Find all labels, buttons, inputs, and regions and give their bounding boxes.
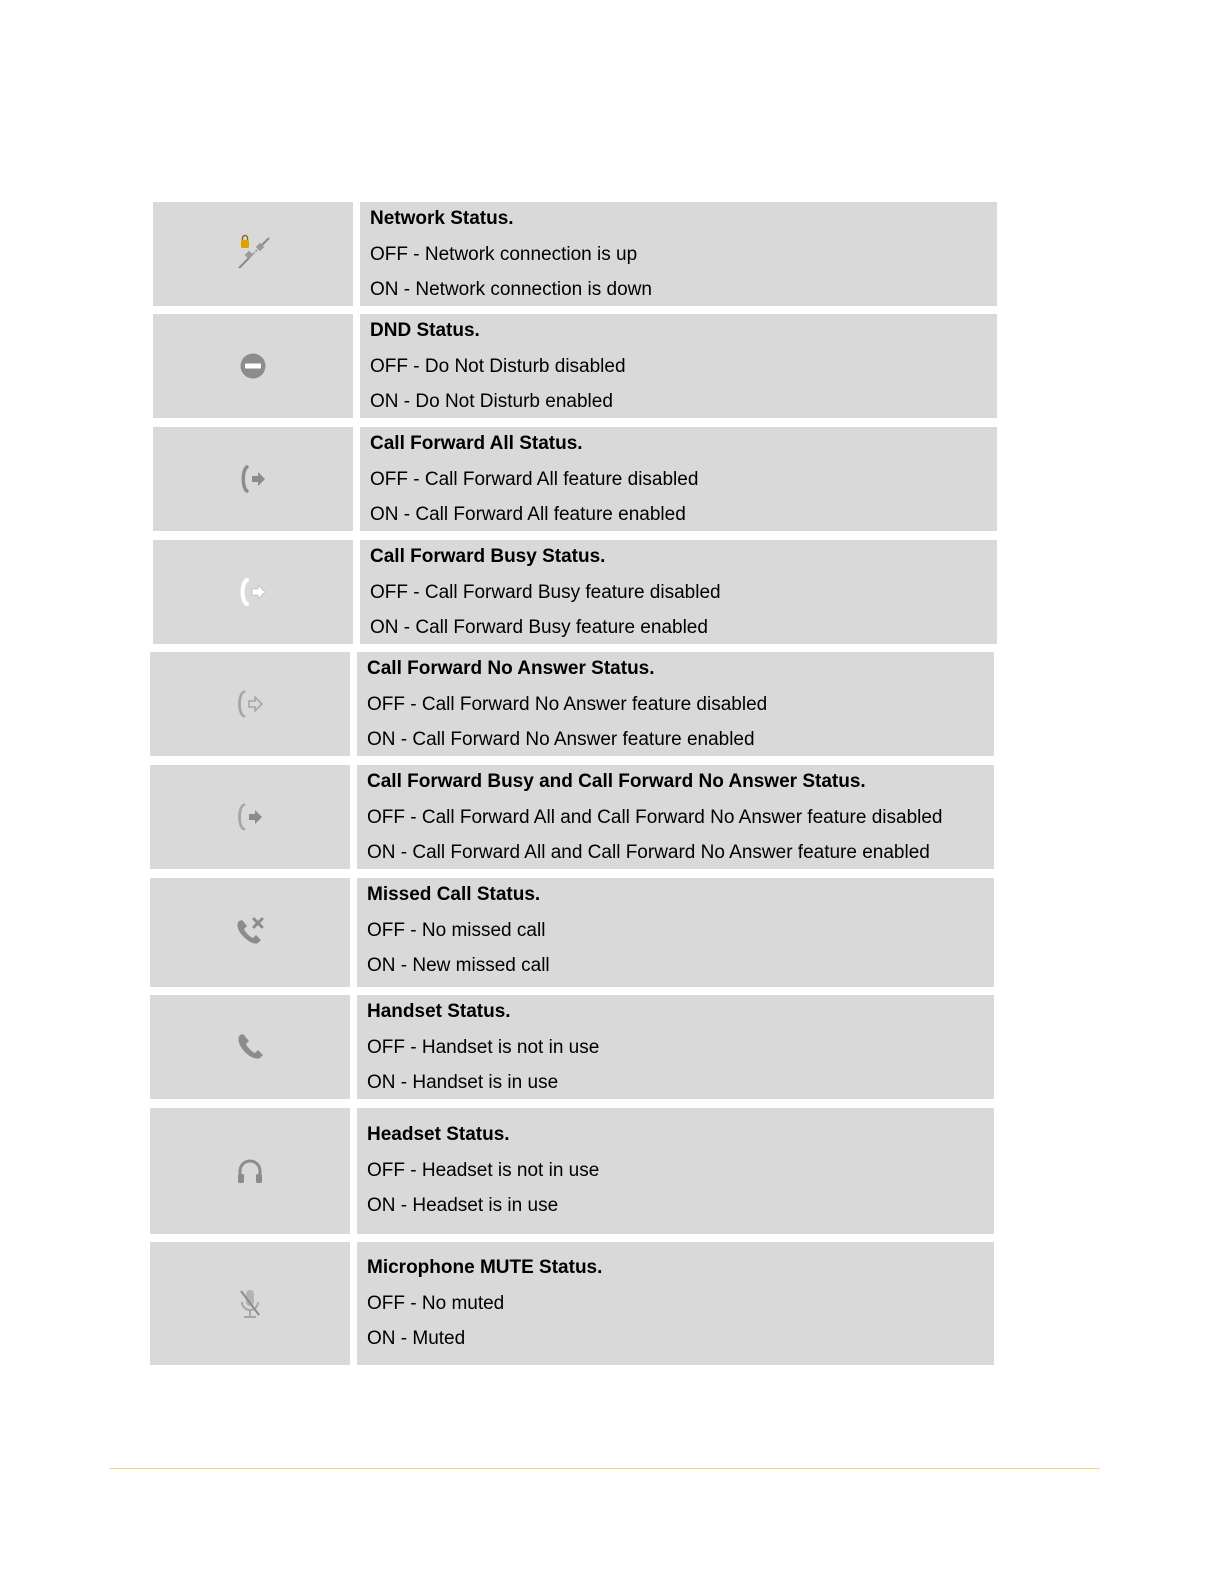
status-title: Network Status. xyxy=(370,208,514,229)
icon-cell xyxy=(153,540,353,644)
status-on-text: ON - Network connection is down xyxy=(370,279,652,300)
status-off-text: OFF - No missed call xyxy=(367,919,546,941)
description-cell xyxy=(357,1108,994,1234)
description-cell xyxy=(360,540,997,644)
status-on-text: ON - Muted xyxy=(367,1328,466,1349)
call-forward-busy-no-answer-icon xyxy=(235,802,265,832)
status-title: Headset Status. xyxy=(367,1124,510,1145)
status-off-text: OFF - Do Not Disturb disabled xyxy=(370,355,626,377)
missed-call-icon xyxy=(233,916,267,950)
status-off-text: OFF - Call Forward All feature disabled xyxy=(370,468,699,490)
status-on-text: ON - Call Forward All and Call Forward No Answer feature enabled xyxy=(367,842,930,863)
status-title: Call Forward No Answer Status. xyxy=(367,658,655,679)
dnd-icon xyxy=(239,352,267,380)
description-cell xyxy=(357,1242,994,1365)
status-off-text: OFF - Call Forward Busy feature disabled xyxy=(370,581,721,603)
status-off-text: OFF - No muted xyxy=(367,1292,505,1314)
call-forward-no-answer-icon xyxy=(235,689,265,719)
status-title: DND Status. xyxy=(370,320,480,341)
status-title: Call Forward Busy and Call Forward No Answer Status. xyxy=(367,771,866,792)
status-off-text: OFF - Handset is not in use xyxy=(367,1036,600,1058)
status-off-text: OFF - Call Forward No Answer feature disabled xyxy=(367,693,768,715)
status-on-text: ON - Call Forward All feature enabled xyxy=(370,504,686,525)
icon-cell xyxy=(150,652,350,756)
description-cell xyxy=(360,202,997,306)
icon-cell xyxy=(153,427,353,531)
icon-cell xyxy=(150,765,350,869)
icon-cell xyxy=(153,314,353,418)
call-forward-busy-icon xyxy=(238,577,268,607)
status-on-text: ON - Call Forward Busy feature enabled xyxy=(370,617,708,638)
microphone-mute-icon xyxy=(235,1287,265,1321)
status-on-text: ON - Handset is in use xyxy=(367,1072,559,1093)
icon-cell xyxy=(153,202,353,306)
description-cell xyxy=(357,995,994,1099)
status-off-text: OFF - Network connection is up xyxy=(370,243,638,265)
status-title: Missed Call Status. xyxy=(367,884,541,905)
status-on-text: ON - Call Forward No Answer feature enabled xyxy=(367,729,755,750)
status-on-text: ON - New missed call xyxy=(367,955,550,976)
icon-cell xyxy=(150,1108,350,1234)
icon-cell xyxy=(150,1242,350,1365)
status-title: Handset Status. xyxy=(367,1001,511,1022)
icon-cell xyxy=(150,878,350,987)
network-status-icon xyxy=(233,234,273,274)
status-off-text: OFF - Headset is not in use xyxy=(367,1159,600,1181)
status-title: Call Forward Busy Status. xyxy=(370,546,606,567)
description-cell xyxy=(357,652,994,756)
status-title: Microphone MUTE Status. xyxy=(367,1257,603,1278)
status-off-text: OFF - Call Forward All and Call Forward No Answer feature disabled xyxy=(367,806,943,828)
call-forward-all-icon xyxy=(238,464,268,494)
description-cell xyxy=(360,314,997,418)
status-on-text: ON - Headset is in use xyxy=(367,1195,559,1216)
status-title: Call Forward All Status. xyxy=(370,433,583,454)
headset-icon xyxy=(235,1156,265,1186)
description-cell xyxy=(360,427,997,531)
description-cell xyxy=(357,765,994,869)
handset-icon xyxy=(235,1032,265,1062)
icon-cell xyxy=(150,995,350,1099)
description-cell xyxy=(357,878,994,987)
status-on-text: ON - Do Not Disturb enabled xyxy=(370,391,613,412)
footer-divider xyxy=(110,1468,1100,1469)
